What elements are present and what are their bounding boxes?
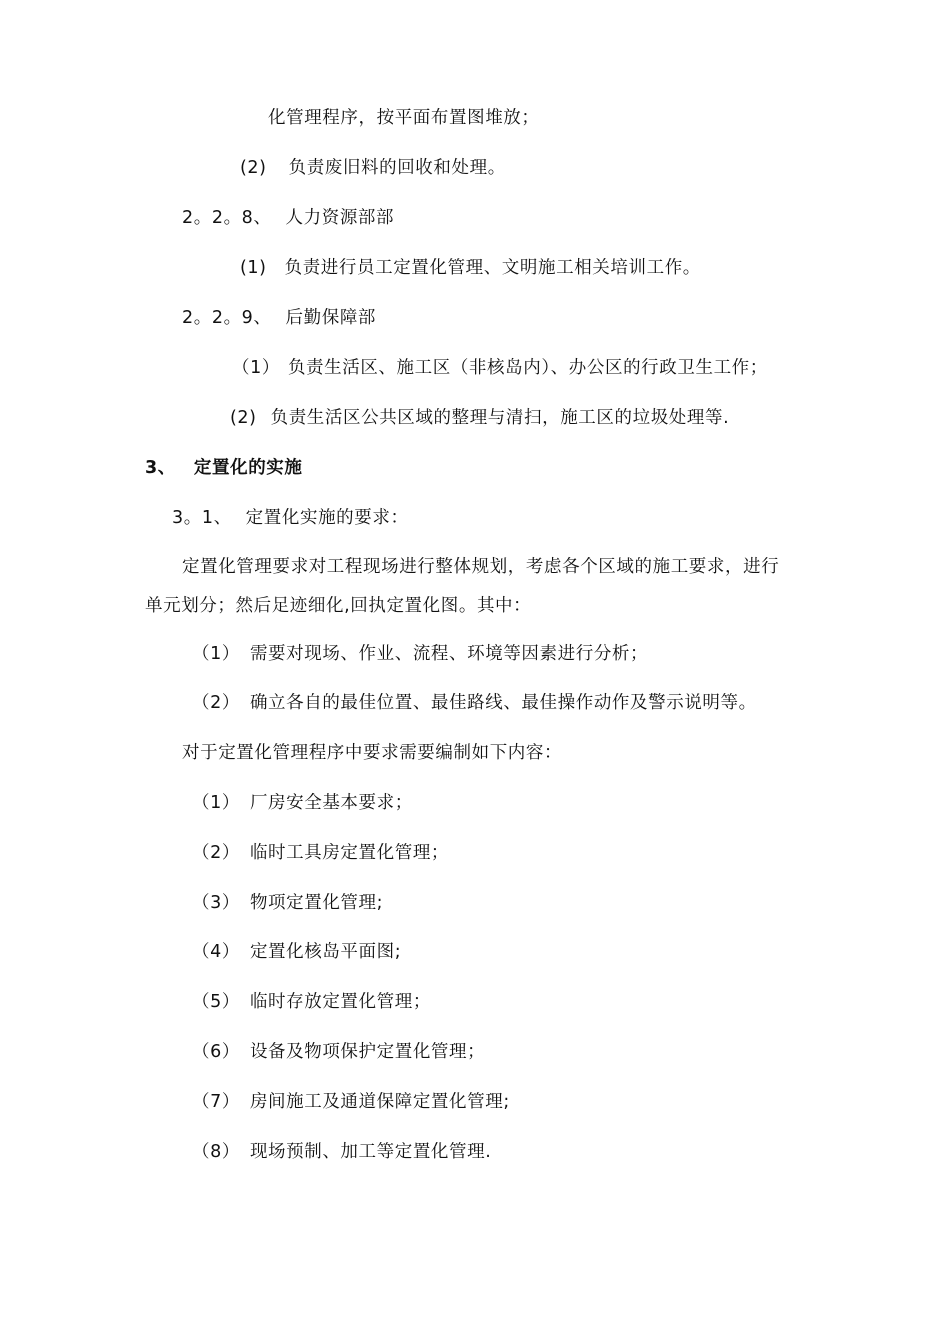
section-heading [182,306,376,330]
item-number: （6） [192,1042,240,1062]
item-text: 厂房安全基本要求； [249,793,413,813]
text-content: 定置化管理要求对工程现场进行整体规划，考虑各个区域的施工要求，进行 [182,557,780,577]
item-text: 定置化核岛平面图; [249,942,402,962]
item-number: (1) [240,258,267,278]
list-item [192,642,648,666]
paragraph-line [145,594,531,618]
list-item [192,841,449,865]
item-text: 负责进行员工定置化管理、文明施工相关培训工作。 [284,258,701,278]
section-title: 定置化实施的要求： [245,508,409,528]
list-item [232,356,768,380]
section-title: 后勤保障部 [285,308,377,328]
item-number: (2) [240,158,267,178]
section-number: 3。1、 [172,508,232,528]
item-number: （1） [232,358,280,378]
section-number: 2。2。8、 [182,208,272,228]
item-text: 负责生活区公共区域的整理与清扫，施工区的垃圾处理等. [270,408,730,428]
list-item [192,1090,510,1114]
item-number: （2） [192,843,240,863]
list-item [192,791,413,815]
item-text: 物项定置化管理; [249,893,384,913]
paragraph-line [182,555,779,579]
list-item [192,990,431,1014]
section-heading [182,206,394,230]
item-number: （2） [192,693,240,713]
text-content: 单元划分；然后足迹细化,回执定置化图。其中： [145,596,532,616]
item-number: （1） [192,793,240,813]
chapter-heading [145,456,303,480]
list-item [192,940,401,964]
item-text: 负责生活区、施工区（非核岛内）、办公区的行政卫生工作； [287,358,768,378]
item-number: （8） [192,1142,240,1162]
item-number: (2) [230,408,257,428]
list-item [192,691,757,715]
section-title: 人力资源部部 [285,208,395,228]
paragraph-line [182,741,562,765]
item-number: （1） [192,644,240,664]
section-heading [172,506,409,530]
item-text: 房间施工及通道保障定置化管理; [249,1092,510,1112]
item-text: 确立各自的最佳位置、最佳路线、最佳操作动作及警示说明等。 [249,693,757,713]
chapter-title: 定置化的实施 [193,458,303,478]
section-number: 2。2。9、 [182,308,272,328]
list-item [240,256,701,280]
text-content: 化管理程序，按平面布置图堆放； [268,108,540,128]
item-number: （3） [192,893,240,913]
item-text: 临时工具房定置化管理； [249,843,450,863]
item-text: 设备及物项保护定置化管理； [249,1042,486,1062]
text-line [268,106,540,130]
item-text: 需要对现场、作业、流程、环境等因素进行分析； [249,644,649,664]
list-item [192,1140,491,1164]
item-text: 负责废旧料的回收和处理。 [288,158,506,178]
item-text: 现场预制、加工等定置化管理. [249,1142,492,1162]
chapter-number: 3、 [145,458,176,478]
item-number: （7） [192,1092,240,1112]
list-item [192,1040,485,1064]
item-text: 临时存放定置化管理； [249,992,431,1012]
list-item [240,156,506,180]
list-item [230,406,729,430]
item-number: （4） [192,942,240,962]
list-item [192,891,383,915]
item-number: （5） [192,992,240,1012]
text-content: 对于定置化管理程序中要求需要编制如下内容： [182,743,563,763]
